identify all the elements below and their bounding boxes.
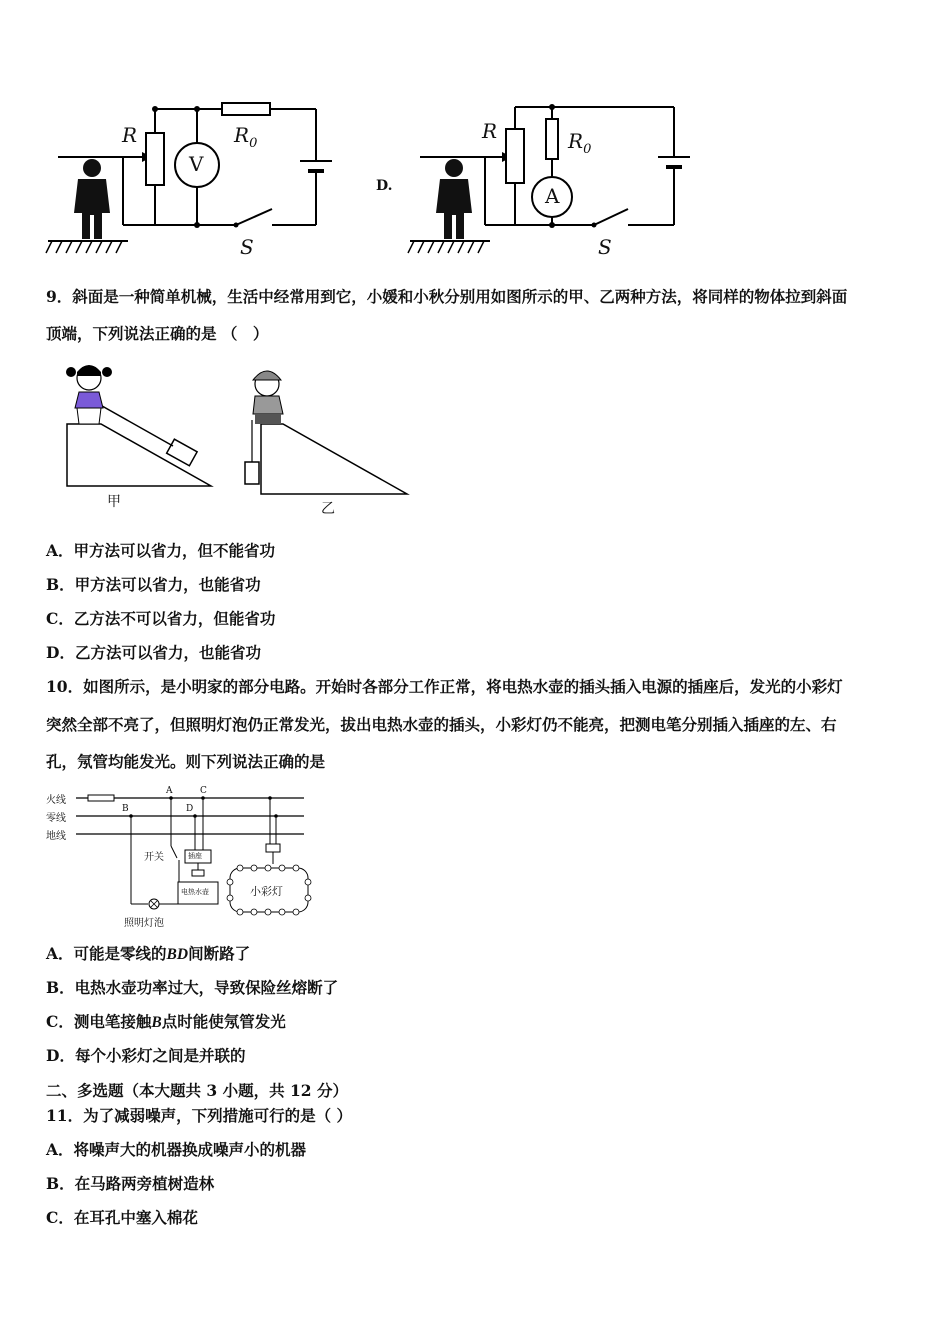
- q10-option-c[interactable]: C．测电笔接触B点时能使氖管发光: [46, 1012, 286, 1031]
- r0-label: $R_0$: [234, 123, 258, 151]
- q10-option-b[interactable]: B．电热水壶功率过大，导致保险丝熔断了: [46, 978, 339, 997]
- ground-wire-label: 地线: [46, 831, 66, 842]
- circuit-diagram-c: [40, 95, 340, 265]
- point-a-label: A: [166, 786, 173, 796]
- q9-option-d[interactable]: D．乙方法可以省力，也能省功: [46, 643, 261, 662]
- option-d-letter: D.: [376, 178, 393, 194]
- circuit-diagram-d: [402, 95, 702, 265]
- lamp-label: 照明灯泡: [124, 918, 164, 929]
- q10-stem-line3: 孔，氖管均能发光。则下列说法正确的是: [46, 752, 326, 771]
- r0-label: $R_0$: [568, 129, 592, 157]
- point-d-label: D: [186, 804, 194, 814]
- person-icon: [436, 159, 472, 239]
- switch-label: S: [240, 235, 254, 259]
- voltmeter-label: V: [189, 152, 204, 176]
- q9-option-a[interactable]: A．甲方法可以省力，但不能省功: [46, 541, 276, 560]
- socket-label: 插座: [188, 852, 202, 860]
- q11-option-a[interactable]: A．将噪声大的机器换成噪声小的机器: [46, 1140, 307, 1159]
- switch-label: S: [598, 235, 612, 259]
- q11-option-b[interactable]: B．在马路两旁植树造林: [46, 1174, 215, 1193]
- neutral-wire-label: 零线: [46, 813, 66, 824]
- circuit-d-svg: [402, 95, 702, 265]
- boy-icon: [253, 371, 283, 424]
- circuit-c-svg: [40, 95, 340, 265]
- switch-label: 开关: [144, 852, 164, 863]
- incline-figure: [55, 358, 415, 518]
- q9-stem-line2: 顶端，下列说法正确的是 （ ）: [46, 324, 269, 343]
- method-yi-label: 乙: [321, 501, 335, 517]
- method-jia-label: 甲: [107, 494, 121, 510]
- rheostat-label: R: [122, 123, 138, 147]
- kettle-label: 电热水壶: [181, 888, 209, 896]
- q11-option-c[interactable]: C．在耳孔中塞入棉花: [46, 1208, 198, 1227]
- q9-stem-line1: 9．斜面是一种简单机械，生活中经常用到它，小媛和小秋分别用如图所示的甲、乙两种方法，将同样的物体拉到斜面: [46, 287, 848, 306]
- q10-stem-line1: 10．如图所示，是小明家的部分电路。开始时各部分工作正常，将电热水壶的插头插入电源的插座后，发光的小彩灯: [46, 677, 843, 696]
- live-wire-label: 火线: [46, 795, 66, 806]
- rheostat-label: R: [482, 119, 498, 143]
- person-icon: [74, 159, 110, 239]
- point-c-label: C: [200, 786, 207, 796]
- string-lights-label: 小彩灯: [250, 885, 283, 898]
- q10-option-a[interactable]: A．可能是零线的BD间断路了: [46, 944, 251, 963]
- girl-icon: [66, 365, 112, 424]
- q11-stem: 11．为了减弱噪声，下列措施可行的是（ ）: [46, 1106, 352, 1125]
- house-circuit-figure: [44, 786, 314, 932]
- ammeter-label: A: [545, 184, 560, 208]
- point-b-label: B: [122, 804, 129, 814]
- q10-option-d[interactable]: D．每个小彩灯之间是并联的: [46, 1046, 246, 1065]
- q10-stem-line2: 突然全部不亮了，但照明灯泡仍正常发光，拔出电热水壶的插头，小彩灯仍不能亮，把测电笔分别插入插座的左、右: [46, 715, 837, 734]
- q9-option-c[interactable]: C．乙方法不可以省力，但能省功: [46, 609, 276, 628]
- q9-option-b[interactable]: B．甲方法可以省力，也能省功: [46, 575, 261, 594]
- house-circuit-svg: [44, 786, 314, 932]
- section-2-title: 二、多选题（本大题共 3 小题，共 12 分）: [46, 1081, 348, 1100]
